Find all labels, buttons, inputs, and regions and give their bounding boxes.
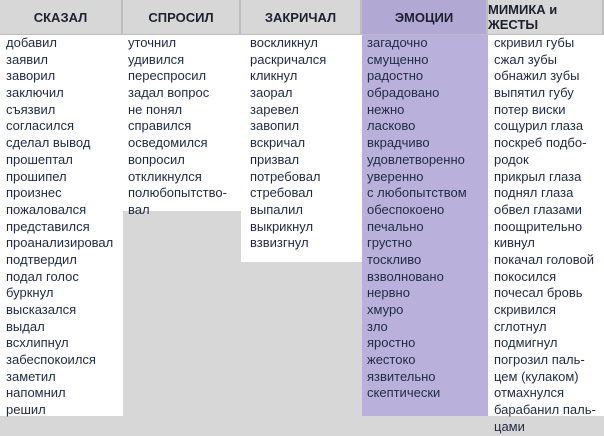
list-item: подмигнул <box>494 335 558 351</box>
column-header-facial-gestures: МИМИКА и ЖЕСТЫ <box>488 0 604 34</box>
list-item: печально <box>367 218 424 234</box>
list-item: выдал <box>6 318 45 334</box>
list-item: выпалил <box>250 201 303 217</box>
list-item: осведомился <box>128 135 208 151</box>
list-item: смущенно <box>367 51 429 67</box>
list-item: выпятил губу <box>494 85 574 101</box>
list-item: прикрыл глаза <box>494 168 582 184</box>
list-item: язвительно <box>367 368 436 384</box>
list-item: загадочно <box>367 35 428 50</box>
list-item: вскричал <box>250 135 306 151</box>
column-facial-gestures <box>488 0 604 434</box>
list-item: покосился <box>494 268 557 284</box>
list-item: решил <box>6 402 46 418</box>
list-item: сжал зубы <box>494 51 558 67</box>
list-item: обвел глазами <box>494 201 582 217</box>
list-item: проанализировал <box>6 235 114 251</box>
list-item: добавил <box>6 35 57 50</box>
column-header-asked: СПРОСИЛ <box>123 0 241 34</box>
list-item: справился <box>128 118 192 134</box>
list-item: покачал головой <box>494 251 595 267</box>
column-asked <box>123 0 241 217</box>
list-item: кивнул <box>494 235 535 251</box>
list-item: заметил <box>6 368 56 384</box>
list-item: выкрикнул <box>250 218 314 234</box>
list-item: уточнил <box>128 35 177 50</box>
header-divider <box>0 34 604 35</box>
list-item: заявил <box>6 51 48 67</box>
list-item: забеспокоился <box>6 352 96 368</box>
list-item: воскликнул <box>250 35 318 50</box>
list-item: представился <box>6 218 90 234</box>
list-item: откликнулся <box>128 168 202 184</box>
list-item: поднял глаза <box>494 185 574 201</box>
list-item: потер виски <box>494 101 566 117</box>
list-item: цем (кулаком) <box>494 368 579 384</box>
column-body-shouted <box>241 34 362 262</box>
list-item: переспросил <box>128 68 207 84</box>
list-item: нежно <box>367 101 405 117</box>
list-item: грустно <box>367 235 413 251</box>
column-header-said: СКАЗАЛ <box>0 0 123 34</box>
column-header-emotions: ЭМОЦИИ <box>362 0 488 34</box>
list-item: удивился <box>128 51 185 67</box>
column-body-said <box>0 34 123 416</box>
list-item: прошипел <box>6 168 67 184</box>
list-item: пожаловался <box>6 201 87 217</box>
list-item: буркнул <box>6 285 54 301</box>
list-item: подал голос <box>6 268 79 284</box>
list-item: сощурил глаза <box>494 118 584 134</box>
list-item: ласково <box>367 118 416 134</box>
column-said <box>0 0 123 416</box>
list-item: удовлетворенно <box>367 151 465 167</box>
list-item: потребовал <box>250 168 321 184</box>
list-item: хмуро <box>367 302 404 317</box>
column-body-emotions <box>362 34 488 416</box>
list-item: кликнул <box>250 68 298 84</box>
list-item: взвизгнул <box>250 235 309 251</box>
list-item: призвал <box>250 151 300 167</box>
list-item: высказался <box>6 302 77 317</box>
list-item: заревел <box>250 101 299 117</box>
list-item: родок <box>494 151 529 167</box>
list-item: заорал <box>250 85 293 101</box>
list-item: взволновано <box>367 268 444 284</box>
column-header-shouted: ЗАКРИЧАЛ <box>241 0 362 34</box>
list-item: яростно <box>367 335 416 351</box>
list-item: обнажил зубы <box>494 68 580 84</box>
column-body-asked <box>123 34 241 217</box>
list-item: обрадовано <box>367 85 440 101</box>
column-body-facial-gestures <box>488 34 604 434</box>
list-item: обеспокоено <box>367 201 445 217</box>
column-shouted <box>241 0 362 262</box>
list-item: раскричался <box>250 51 327 67</box>
list-item: жестоко <box>367 352 416 368</box>
list-item: заключил <box>6 85 64 101</box>
list-item: скривил губы <box>494 35 575 50</box>
column-emotions <box>362 0 488 416</box>
list-item: с любопытством <box>367 185 467 201</box>
list-item: радостно <box>367 68 424 84</box>
list-item: прошептал <box>6 151 73 167</box>
list-item: отмахнулся <box>494 385 565 401</box>
list-item: тоскливо <box>367 251 422 267</box>
list-item: вкрадчиво <box>367 135 430 151</box>
list-item: стребовал <box>250 185 314 201</box>
list-item: съязвил <box>6 101 56 117</box>
list-item: подтвердил <box>6 251 77 267</box>
list-item: нервно <box>367 285 410 301</box>
list-item: поощрительно <box>494 218 583 234</box>
list-item: сделал вывод <box>6 135 91 151</box>
list-item: зло <box>367 318 388 334</box>
list-item: всхлипнул <box>6 335 69 351</box>
list-item: погрозил паль- <box>494 352 585 368</box>
list-item: барабанил паль- <box>494 402 596 418</box>
list-item: задал вопрос <box>128 85 210 101</box>
list-item: поскреб подбо- <box>494 135 587 151</box>
list-item: сглотнул <box>494 318 547 334</box>
list-item: заворил <box>6 68 56 84</box>
list-item: произнес <box>6 185 62 201</box>
list-item: полюбопытство- <box>128 185 227 201</box>
list-item: цами <box>494 418 525 434</box>
list-item: скривился <box>494 302 556 317</box>
list-item: не понял <box>128 101 183 117</box>
list-item: вопросил <box>128 151 185 167</box>
list-item: уверенно <box>367 168 424 184</box>
list-item: напомнил <box>6 385 66 401</box>
list-item: почесал бровь <box>494 285 583 301</box>
list-item: согласился <box>6 118 75 134</box>
list-item: завопил <box>250 118 300 134</box>
list-item: скептически <box>367 385 441 401</box>
list-item: вал <box>128 201 150 217</box>
